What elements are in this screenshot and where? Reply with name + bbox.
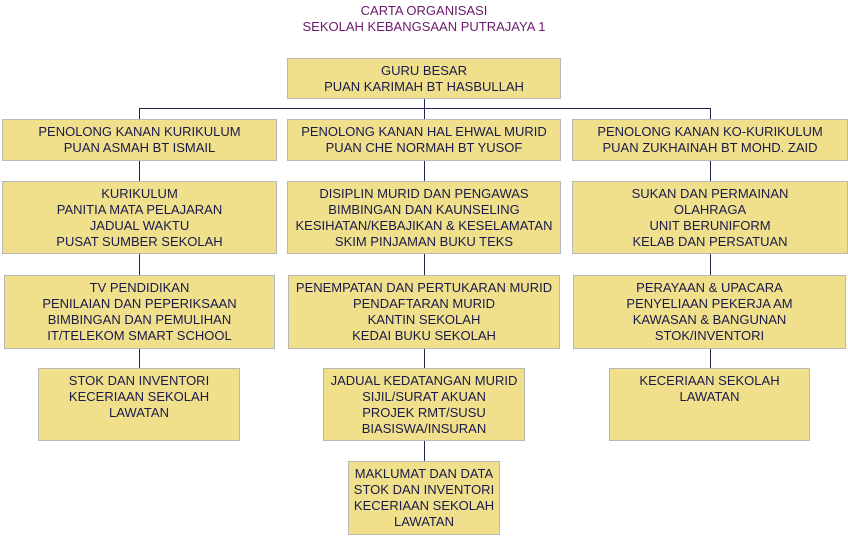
box-line: BIASISWA/INSURAN xyxy=(361,421,487,436)
box-line: DISIPLIN MURID DAN PENGAWAS xyxy=(319,186,529,201)
box-line: PENOLONG KANAN KURIKULUM xyxy=(38,124,241,139)
box-line: KELAB DAN PERSATUAN xyxy=(632,234,788,249)
box-left-l2 xyxy=(2,181,277,254)
box-line: PUAN ASMAH BT ISMAIL xyxy=(63,140,216,155)
box-pk-kokurikulum xyxy=(572,119,848,161)
box-line: LAWATAN xyxy=(109,405,169,420)
box-line: SUKAN DAN PERMAINAN xyxy=(631,186,789,201)
box-mid-l4 xyxy=(323,368,525,441)
box-line: JADUAL WAKTU xyxy=(89,218,190,233)
box-line: PUAN ZUKHAINAH BT MOHD. ZAID xyxy=(602,140,818,155)
box-left-l3 xyxy=(4,275,275,349)
box-line: JADUAL KEDATANGAN MURID xyxy=(330,373,518,388)
box-line: PENOLONG KANAN HAL EHWAL MURID xyxy=(301,124,547,139)
box-line: LAWATAN xyxy=(394,514,454,529)
box-line: STOK DAN INVENTORI xyxy=(68,373,210,388)
box-line: PERAYAAN & UPACARA xyxy=(636,280,783,295)
box-line: KECERIAAN SEKOLAH xyxy=(639,373,780,388)
box-line: PUSAT SUMBER SEKOLAH xyxy=(56,234,223,249)
chart-subtitle: SEKOLAH KEBANGSAAN PUTRAJAYA 1 xyxy=(302,19,546,34)
box-line: IT/TELEKOM SMART SCHOOL xyxy=(47,328,232,343)
box-line: SKIM PINJAMAN BUKU TEKS xyxy=(334,234,514,249)
box-line: TV PENDIDIKAN xyxy=(89,280,190,295)
box-left-l4 xyxy=(38,368,240,441)
box-line: OLAHRAGA xyxy=(673,202,747,217)
box-mid-l5 xyxy=(348,461,500,535)
box-line: PENEMPATAN DAN PERTUKARAN MURID xyxy=(295,280,553,295)
box-line: PENYELIAAN PEKERJA AM xyxy=(626,296,793,311)
box-line: STOK DAN INVENTORI xyxy=(353,482,495,497)
box-line: KECERIAAN SEKOLAH xyxy=(353,498,495,513)
box-line: PENDAFTARAN MURID xyxy=(352,296,496,311)
box-line: STOK/INVENTORI xyxy=(654,328,765,343)
box-pk-kurikulum xyxy=(2,119,277,161)
box-line: KECERIAAN SEKOLAH xyxy=(68,389,210,404)
box-line: KEDAI BUKU SEKOLAH xyxy=(352,328,496,343)
box-line: LAWATAN xyxy=(679,389,740,404)
box-line: PENILAIAN DAN PEPERIKSAAN xyxy=(42,296,237,311)
box-right-l4 xyxy=(609,368,810,441)
box-line: BIMBINGAN DAN KAUNSELING xyxy=(328,202,520,217)
box-line: KAWASAN & BANGUNAN xyxy=(632,312,787,327)
box-pk-hem xyxy=(287,119,561,161)
chart-title: CARTA ORGANISASI xyxy=(360,3,488,18)
box-guru-besar xyxy=(287,58,561,99)
box-line: PUAN KARIMAH BT HASBULLAH xyxy=(324,79,524,94)
box-line: KESIHATAN/KEBAJIKAN & KESELAMATAN xyxy=(295,218,553,233)
box-line: KURIKULUM xyxy=(101,186,178,201)
box-line: PROJEK RMT/SUSU xyxy=(362,405,486,420)
box-right-l2 xyxy=(572,181,848,254)
box-line: GURU BESAR xyxy=(381,63,467,78)
box-line: BIMBINGAN DAN PEMULIHAN xyxy=(47,312,232,327)
box-mid-l2 xyxy=(287,181,561,254)
box-line: UNIT BERUNIFORM xyxy=(649,218,771,233)
box-line: PENOLONG KANAN KO-KURIKULUM xyxy=(597,124,823,139)
box-line: SIJIL/SURAT AKUAN xyxy=(362,389,486,404)
box-line: KANTIN SEKOLAH xyxy=(367,312,481,327)
box-line: PUAN CHE NORMAH BT YUSOF xyxy=(325,140,523,155)
box-line: PANITIA MATA PELAJARAN xyxy=(56,202,223,217)
box-line: MAKLUMAT DAN DATA xyxy=(354,466,494,481)
box-right-l3 xyxy=(573,275,846,349)
box-mid-l3 xyxy=(288,275,560,349)
